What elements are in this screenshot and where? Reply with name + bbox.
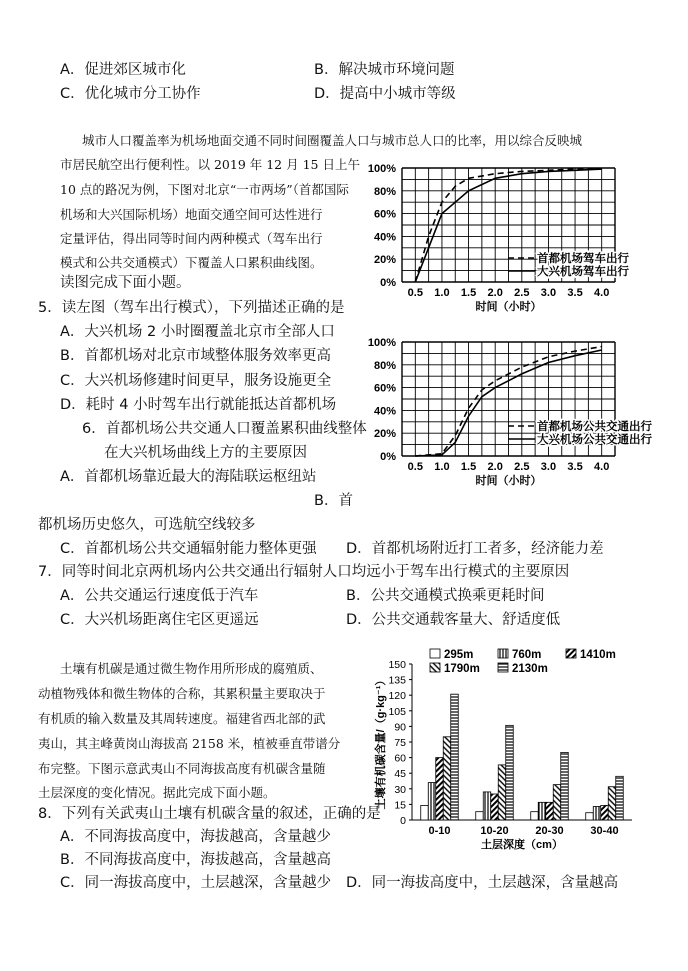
intro2-line5: 布完整。下图示意武夷山不同海拔高度有机碳含量随 [38, 761, 326, 776]
x-axis-label: 时间（小时） [475, 475, 542, 487]
bar-1410m-10-20 [491, 794, 499, 820]
x-tick-label: 0.5 [407, 287, 423, 299]
x-tick-label: 2.5 [514, 287, 530, 299]
y-tick-label: 0% [380, 277, 396, 289]
q4-option-b: B．解决城市环境问题 [314, 62, 455, 78]
legend-swatch [498, 649, 508, 658]
bar-1790m-20-30 [553, 785, 561, 820]
y-tick-label: 20% [373, 254, 396, 267]
y-tick-label: 0% [380, 451, 396, 463]
x-tick-label: 10-20 [480, 825, 509, 837]
q8-option-a: A．不同海拔高度中，海拔越高，含量越少 [60, 829, 331, 845]
y-tick-label: 40% [373, 231, 396, 244]
q8-stem: 8．下列有关武夷山土壤有机碳含量的叙述，正确的是 [38, 806, 381, 822]
legend-swatch [430, 649, 440, 658]
y-tick-label: 20% [373, 428, 396, 441]
q4-option-a: A．促进郊区城市化 [60, 62, 186, 78]
y-tick-label: 45 [394, 768, 406, 781]
y-tick-label: 30 [394, 783, 406, 796]
intro1-line6: 模式和公共交通模式）下覆盖人口累积曲线图。 [60, 255, 323, 270]
bar-295m-10-20 [476, 812, 484, 820]
x-axis-label: 时间（小时） [475, 301, 542, 313]
q6-option-b-cont: 都机场历史悠久，可选航空线较多 [38, 517, 256, 533]
bar-2130m-0-10 [451, 694, 459, 820]
intro1-line3: 10 点的路况为例，下图对北京“一市两场”（首都国际 [60, 182, 349, 197]
q5-option-a: A．大兴机场 2 小时圈覆盖北京市全部人口 [60, 324, 335, 340]
bar-1410m-0-10 [436, 758, 444, 820]
bar-2130m-10-20 [506, 725, 514, 820]
q7-option-b: B．公共交通模式换乘更耗时间 [346, 588, 545, 604]
y-axis-label: 土壤有机碳含量/（g·kg⁻¹） [375, 674, 387, 810]
q7-option-a: A．公共交通运行速度低于汽车 [60, 588, 259, 604]
legend-label: 首都机场驾车出行 [537, 253, 629, 265]
q7-option-c: C．大兴机场距离住宅区更遥远 [60, 612, 259, 628]
y-tick-label: 135 [388, 674, 406, 687]
x-tick-label: 1.5 [460, 461, 477, 473]
bar-1790m-10-20 [498, 765, 506, 820]
q5-option-c: C．大兴机场修建时间更早，服务设施更全 [60, 373, 332, 389]
q6-option-a: A．首都机场靠近最大的海陆联运枢纽站 [60, 469, 317, 485]
legend-label: 1790m [444, 663, 480, 675]
x-tick-label: 1.0 [434, 461, 450, 473]
legend-swatch [498, 663, 508, 672]
y-tick-label: 40% [373, 405, 396, 418]
y-tick-label: 60 [394, 752, 406, 765]
intro1-line1: 城市人口覆盖率为机场地面交通不同时间圈覆盖人口与城市总人口的比率，用以综合反映城 [82, 133, 583, 148]
q4-option-c: C．优化城市分工协作 [60, 86, 201, 102]
y-tick-label: 120 [388, 690, 406, 703]
legend-swatch [430, 663, 440, 672]
x-tick-label: 2.5 [514, 461, 530, 473]
y-tick-label: 90 [394, 721, 406, 734]
bar-2130m-20-30 [561, 752, 569, 820]
q4-option-d: D．提高中小城市等级 [314, 86, 456, 102]
q5-option-b: B．首都机场对北京市域整体服务效率更高 [60, 348, 331, 364]
y-tick-label: 80% [373, 185, 396, 198]
x-tick-label: 2.0 [487, 287, 503, 299]
q6-option-d: D．首都机场附近打工者多，经济能力差 [346, 541, 604, 557]
x-axis-label: 土层深度（cm） [481, 839, 563, 851]
x-tick-label: 4.0 [594, 287, 610, 299]
x-tick-label: 3.0 [540, 461, 557, 473]
y-tick-label: 105 [388, 705, 406, 718]
y-tick-label: 80% [373, 359, 396, 372]
intro2-line1: 土壤有机碳是通过微生物作用所形成的腐殖质、 [60, 661, 323, 676]
q6-option-c: C．首都机场公共交通辐射能力整体更强 [60, 541, 317, 557]
bar-1410m-30-40 [601, 805, 609, 820]
legend-label: 首都机场公共交通出行 [537, 421, 652, 433]
legend-label: 1410m [580, 649, 616, 661]
y-tick-label: 60% [373, 208, 396, 221]
legend-swatch [566, 649, 576, 658]
bar-2130m-30-40 [616, 776, 624, 820]
bar-760m-0-10 [428, 783, 436, 820]
intro1-line2: 市居民航空出行便利性。以 2019 年 12 月 15 日上午 [60, 157, 360, 172]
y-tick-label: 75 [394, 737, 406, 749]
x-tick-label: 4.0 [594, 461, 610, 473]
intro1-line4: 机场和大兴国际机场）地面交通空间可达性进行 [60, 207, 323, 222]
bar-295m-0-10 [421, 805, 429, 820]
bar-760m-20-30 [538, 802, 546, 820]
legend-label: 295m [444, 649, 474, 661]
q5-option-d: D．耗时 4 小时驾车出行就能抵达首都机场 [60, 397, 337, 413]
x-tick-label: 3.5 [567, 461, 583, 473]
x-tick-label: 0.5 [407, 461, 423, 473]
q6-stem-line2: 在大兴机场曲线上方的主要原因 [104, 445, 307, 461]
y-tick-label: 0 [400, 815, 406, 827]
q7-option-d: D．公共交通载客量大、舒适度低 [346, 612, 561, 628]
y-tick-label: 100% [367, 163, 396, 175]
x-tick-label: 3.5 [567, 287, 583, 299]
q7-stem: 7．同等时间北京两机场内公共交通出行辐射人口均远小于驾车出行模式的主要原因 [38, 564, 570, 580]
legend-label: 2130m [512, 663, 548, 675]
bar-1410m-20-30 [546, 802, 554, 820]
y-tick-label: 100% [367, 337, 396, 349]
legend-label: 大兴机场驾车出行 [537, 266, 629, 278]
x-tick-label: 3.0 [540, 287, 557, 299]
intro2-line2: 动植物残体和微生物体的合称，其累积量主要取决于 [38, 686, 326, 701]
bar-760m-10-20 [483, 792, 491, 820]
bar-1790m-30-40 [608, 787, 616, 820]
bar-1790m-0-10 [443, 737, 451, 820]
q8-option-b: B．不同海拔高度中，海拔越高，含量越高 [60, 852, 331, 868]
intro1-line5: 定量评估，得出同等时间内两种模式（驾车出行 [60, 231, 323, 246]
q8-option-d: D．同一海拔高度中，土层越深，含量越高 [346, 875, 619, 891]
q8-option-c: C．同一海拔高度中，土层越深，含量越少 [60, 875, 332, 891]
intro1-line7: 读图完成下面小题。 [60, 275, 191, 291]
bar-295m-30-40 [586, 813, 594, 820]
soil-carbon-bar-chart [370, 648, 640, 870]
driving-coverage-chart [360, 158, 630, 313]
bar-760m-30-40 [593, 806, 601, 820]
q5-stem: 5．读左图（驾车出行模式），下列描述正确的是 [38, 300, 345, 316]
intro2-line3: 有机质的输入数量及其周转速度。福建省西北部的武 [38, 711, 326, 726]
x-tick-label: 20-30 [535, 825, 564, 837]
legend-label: 760m [512, 649, 542, 661]
legend-label: 大兴机场公共交通出行 [537, 434, 652, 446]
bar-295m-20-30 [531, 812, 539, 820]
x-tick-label: 1.5 [460, 287, 477, 299]
intro2-line6: 土层深度的变化情况。据此完成下面小题。 [38, 785, 276, 800]
q6-stem-line1: 6．首都机场公共交通人口覆盖累积曲线整体 [82, 421, 367, 437]
x-tick-label: 1.0 [434, 287, 450, 299]
x-tick-label: 0-10 [428, 825, 451, 837]
q6-option-b-start: B．首 [314, 493, 353, 509]
intro2-line4: 夷山，其主峰黄岗山海拔高 2158 米，植被垂直带谱分 [38, 736, 341, 751]
y-tick-label: 150 [388, 659, 406, 671]
y-tick-label: 15 [394, 799, 406, 812]
x-tick-label: 2.0 [487, 461, 503, 473]
transit-coverage-chart [360, 332, 652, 487]
x-tick-label: 30-40 [590, 825, 619, 837]
y-tick-label: 60% [373, 382, 396, 395]
